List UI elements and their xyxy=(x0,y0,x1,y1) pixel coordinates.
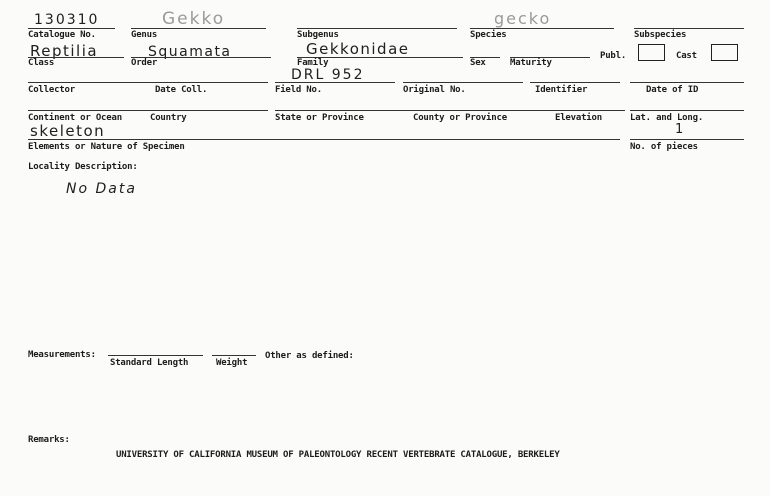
genus-line xyxy=(131,28,266,29)
standard-length-line xyxy=(108,355,203,356)
maturity-label: Maturity xyxy=(510,58,552,68)
standard-length-label: Standard Length xyxy=(110,358,189,368)
field-no-label: Field No. xyxy=(275,85,322,95)
field-no-value: DRL 952 xyxy=(291,67,365,83)
cast-checkbox xyxy=(711,44,738,61)
other-label: Other as defined: xyxy=(265,351,354,361)
county-label: County or Province xyxy=(413,113,507,123)
cast-label: Cast xyxy=(676,51,697,61)
publ-label: Publ. xyxy=(600,51,627,61)
footer-text: UNIVERSITY OF CALIFORNIA MUSEUM OF PALEONTOLOGY RECENT VERTEBRATE CATALOGUE, BERKELEY xyxy=(116,450,560,460)
date-of-id-line xyxy=(630,82,744,83)
family-label: Family xyxy=(297,58,329,68)
species-value: gecko xyxy=(494,9,552,28)
lat-long-line-top xyxy=(630,110,744,111)
sex-label: Sex xyxy=(470,58,486,68)
location-line-right xyxy=(275,110,625,111)
catalogue-no-value: 130310 xyxy=(34,12,100,28)
elements-line xyxy=(28,139,620,140)
identifier-label: Identifier xyxy=(535,85,588,95)
family-value: Gekkonidae xyxy=(306,40,410,58)
species-label: Species xyxy=(470,30,507,40)
original-no-line xyxy=(403,82,523,83)
elements-label: Elements or Nature of Specimen xyxy=(28,142,185,152)
state-label: State or Province xyxy=(275,113,364,123)
subgenus-label: Subgenus xyxy=(297,30,339,40)
genus-label: Genus xyxy=(131,30,158,40)
locality-value: No Data xyxy=(66,181,137,197)
subspecies-label: Subspecies xyxy=(634,30,687,40)
lat-long-label: Lat. and Long. xyxy=(630,113,704,123)
identifier-line xyxy=(530,82,620,83)
date-coll-label: Date Coll. xyxy=(155,85,208,95)
continent-label: Continent or Ocean xyxy=(28,113,122,123)
class-value: Reptilia xyxy=(30,42,99,60)
weight-label: Weight xyxy=(216,358,248,368)
species-line xyxy=(470,28,614,29)
country-label: Country xyxy=(150,113,187,123)
class-label: Class xyxy=(28,58,55,68)
remarks-label: Remarks: xyxy=(28,435,70,445)
order-value: Squamata xyxy=(148,44,232,60)
subgenus-line xyxy=(297,28,457,29)
location-line-left xyxy=(28,110,268,111)
publ-checkbox xyxy=(638,44,665,61)
catalogue-no-line xyxy=(28,28,115,29)
order-label: Order xyxy=(131,58,158,68)
date-of-id-label: Date of ID xyxy=(646,85,699,95)
locality-label: Locality Description: xyxy=(28,162,138,172)
field-no-line xyxy=(275,82,395,83)
subspecies-line xyxy=(634,28,744,29)
weight-line xyxy=(212,355,256,356)
measurements-label: Measurements: xyxy=(28,350,96,360)
no-of-pieces-line xyxy=(630,139,744,140)
genus-value: Gekko xyxy=(162,9,226,29)
elevation-label: Elevation xyxy=(555,113,602,123)
no-of-pieces-label: No. of pieces xyxy=(630,142,698,152)
catalogue-no-label: Catalogue No. xyxy=(28,30,96,40)
elements-value: skeleton xyxy=(30,122,106,140)
collector-label: Collector xyxy=(28,85,75,95)
collector-line xyxy=(28,82,268,83)
no-of-pieces-value: 1 xyxy=(675,122,685,137)
original-no-label: Original No. xyxy=(403,85,466,95)
